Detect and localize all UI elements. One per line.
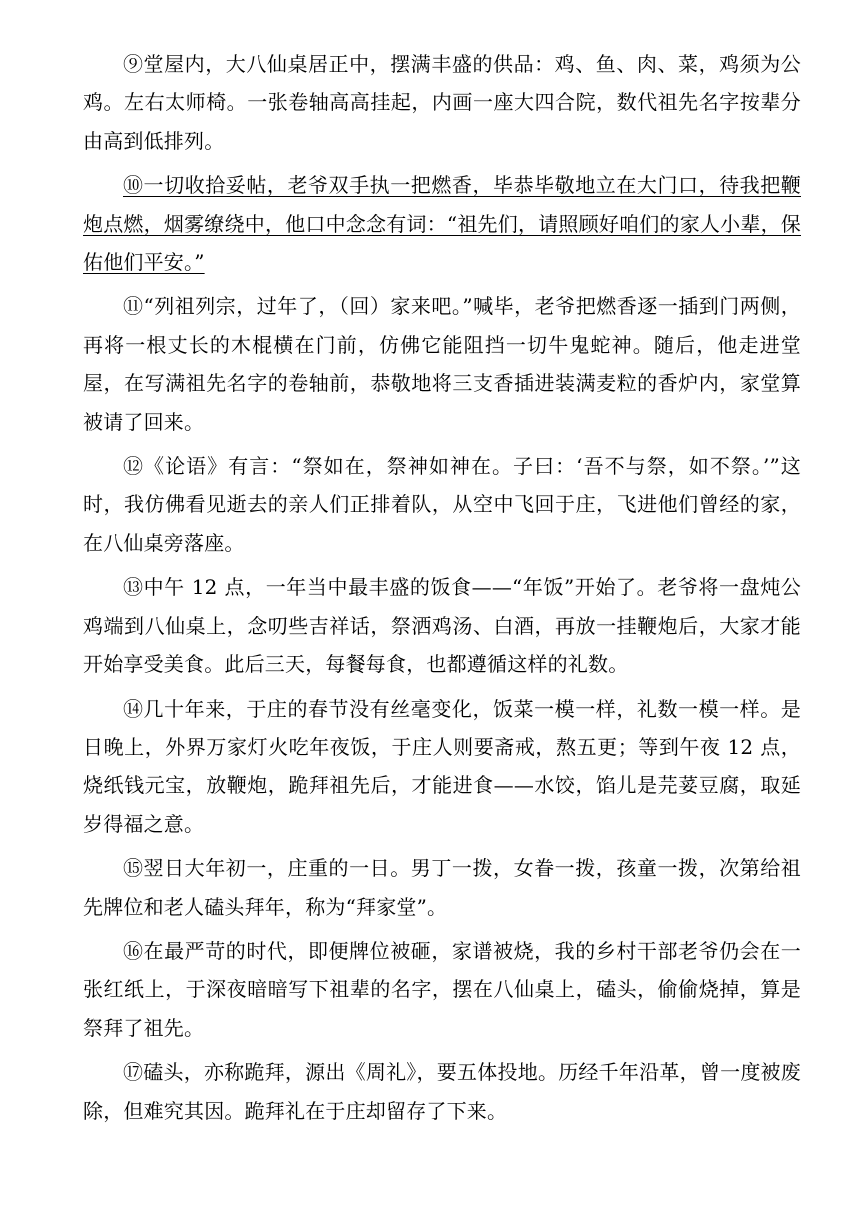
paragraph-13: ⑬中午 12 点，一年当中最丰盛的饭食——“年饭”开始了。老爷将一盘炖公鸡端到八仙桌上，念叨些吉祥话，祭洒鸡汤、白酒，再放一挂鞭炮后，大家才能开始享受美食。此后三天，每餐每食，也都遵循这样的礼数。 [83, 575, 801, 677]
paragraph-11: ⑪“列祖列宗，过年了，（回）家来吧。”喊毕，老爷把燃香逐一插到门两侧，再将一根丈长的木棍横在门前，仿佛它能阻挡一切牛鬼蛇神。随后，他走进堂屋，在写满祖先名字的卷轴前，恭敬地将三支香插进装满麦粒的香炉内，家堂算被请了回来。 [83, 294, 801, 434]
paragraph-9: ⑨堂屋内，大八仙桌居正中，摆满丰盛的供品：鸡、鱼、肉、菜，鸡须为公鸡。左右太师椅。一张卷轴高高挂起，内画一座大四合院，数代祖先名字按辈分由高到低排列。 [83, 52, 801, 153]
paragraph-15: ⑮翌日大年初一，庄重的一日。男丁一拨，女眷一拨，孩童一拨，次第给祖先牌位和老人磕头拜年，称为“拜家堂”。 [83, 856, 801, 919]
paragraph-16: ⑯在最严苛的时代，即便牌位被砸，家谱被烧，我的乡村干部老爷仍会在一张红纸上，于深夜暗暗写下祖辈的名字，摆在八仙桌上，磕头，偷偷烧掉，算是祭拜了祖先。 [83, 938, 801, 1040]
paragraph-17: ⑰磕头，亦称跪拜，源出《周礼》，要五体投地。历经千年沿革，曾一度被废除，但难究其因。跪拜礼在于庄却留存了下来。 [83, 1060, 801, 1123]
paragraph-14: ⑭几十年来，于庄的春节没有丝毫变化，饭菜一模一样，礼数一模一样。是日晚上，外界万家灯火吃年夜饭，于庄人则要斋戒，熬五更；等到午夜 12 点，烧纸钱元宝，放鞭炮，跪拜祖先后，才能进食——水饺，馅儿是芫荽豆腐，取延岁得福之意。 [83, 696, 801, 836]
paragraph-10-underlined: ⑩一切收拾妥帖，老爷双手执一把燃香，毕恭毕敬地立在大门口，待我把鞭炮点燃，烟雾缭绕中，他口中念念有词：“祖先们，请照顾好咱们的家人小辈，保佑他们平安。” [83, 173, 801, 275]
document-page [83, 45, 801, 1136]
paragraph-12: ⑫《论语》有言：“祭如在，祭神如神在。子曰：‘吾不与祭，如不祭。’”这时，我仿佛看见逝去的亲人们正排着队，从空中飞回于庄，飞进他们曾经的家，在八仙桌旁落座。 [83, 454, 801, 555]
